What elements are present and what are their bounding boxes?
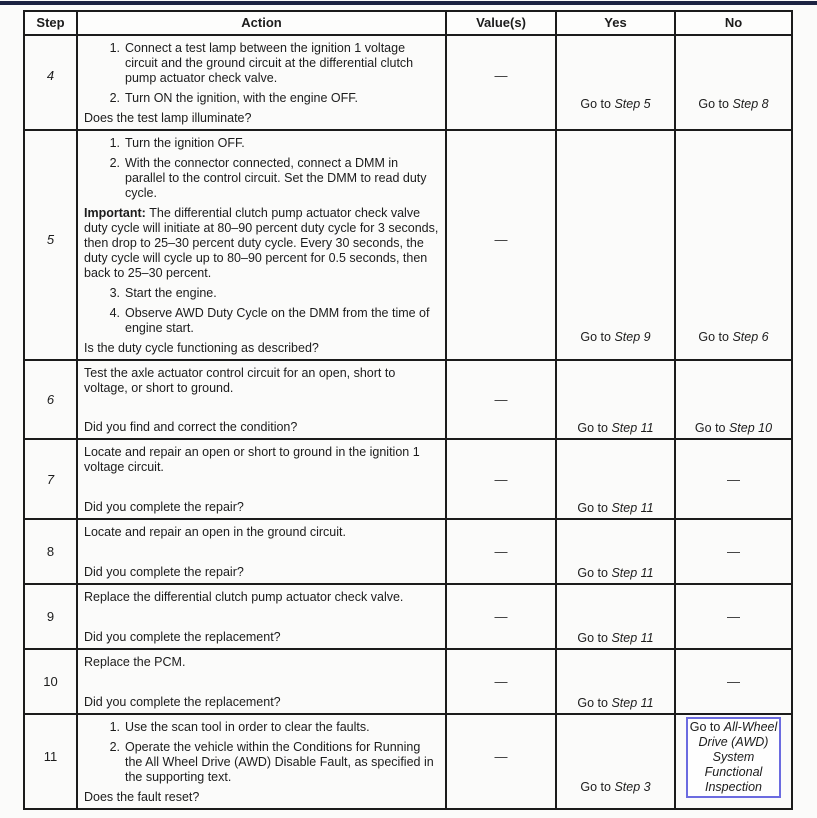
goto-target: Step 11 [611, 696, 654, 710]
table-row [24, 714, 792, 809]
action-cell [77, 35, 446, 130]
list-number: 1. [109, 720, 120, 734]
list-text: Operate the vehicle within the Conditions for Running the All Wheel Drive (AWD) Disable Fault, as specified in the supporting text. [125, 740, 434, 784]
step-number: 8 [46, 544, 55, 559]
action-text: Replace the PCM. [84, 655, 186, 669]
value-cell [446, 714, 556, 809]
link-text: Functional [704, 765, 763, 779]
step-cell [24, 130, 77, 360]
value-dash: — [494, 231, 508, 247]
list-number: 2. [109, 740, 120, 754]
header-action: Action [77, 11, 446, 35]
question-text: Is the duty cycle functioning as described? [84, 341, 319, 355]
goto-target: Step 11 [611, 501, 654, 515]
list-number: 2. [109, 156, 120, 170]
goto-step-text [580, 330, 650, 347]
goto-target: Step 10 [728, 421, 773, 435]
goto-target: Step 11 [611, 421, 654, 435]
step-number: 7 [46, 471, 55, 487]
action-paragraph [84, 366, 439, 396]
table-row [24, 35, 792, 130]
header-step: Step [24, 11, 77, 35]
yes-cell [556, 649, 675, 714]
action-list-item [84, 286, 439, 301]
goto-step-text [698, 97, 768, 114]
link-line [690, 720, 778, 735]
goto-step-text [580, 97, 650, 114]
action-cell [77, 714, 446, 809]
diagnostic-table [23, 10, 793, 810]
step-cell [24, 649, 77, 714]
action-cell [77, 360, 446, 439]
value-dash: — [494, 544, 508, 559]
goto-prefix: Go to [577, 501, 612, 515]
step-number: 9 [46, 609, 55, 624]
table-row [24, 649, 792, 714]
value-cell [446, 130, 556, 360]
goto-target: Step 3 [614, 780, 651, 794]
no-cell [675, 35, 792, 130]
goto-step-text [580, 780, 650, 797]
question-text: Did you find and correct the condition? [84, 420, 298, 434]
yes-cell [556, 360, 675, 439]
header-row [24, 11, 792, 35]
action-list-item [84, 41, 439, 86]
table-row [24, 584, 792, 649]
link-text: System [712, 750, 755, 764]
list-number: 1. [109, 136, 120, 150]
list-text: Use the scan tool in order to clear the faults. [125, 720, 370, 734]
no-cell [675, 439, 792, 519]
step-cell [24, 360, 77, 439]
no-dash: — [727, 609, 740, 624]
table-row [24, 439, 792, 519]
question-text: Did you complete the replacement? [84, 695, 281, 709]
action-paragraph [84, 445, 439, 475]
goto-step-text [698, 330, 768, 347]
action-cell [77, 519, 446, 584]
list-text: Turn the ignition OFF. [125, 136, 245, 150]
action-list-item [84, 136, 439, 151]
goto-prefix: Go to [580, 330, 615, 344]
no-cell [675, 649, 792, 714]
action-text: Replace the differential clutch pump actuator check valve. [84, 590, 404, 604]
value-dash: — [494, 674, 508, 689]
link-line [690, 780, 778, 795]
value-cell [446, 584, 556, 649]
list-number: 4. [109, 306, 120, 320]
goto-prefix: Go to [694, 421, 729, 435]
yes-cell [556, 584, 675, 649]
link-line [690, 750, 778, 765]
list-text: Observe AWD Duty Cycle on the DMM from the time of engine start. [125, 306, 430, 335]
goto-step-text [577, 566, 653, 583]
step-number: 11 [43, 748, 58, 764]
no-cell [675, 519, 792, 584]
value-cell [446, 519, 556, 584]
goto-target: Step 9 [614, 330, 651, 344]
goto-prefix: Go to [577, 421, 612, 435]
step-cell [24, 584, 77, 649]
value-dash: — [494, 392, 508, 407]
action-text: Test the axle actuator control circuit for an open, short to voltage, or short to ground. [84, 366, 396, 395]
step-number: 5 [46, 231, 55, 247]
value-cell [446, 439, 556, 519]
important-label: Important: [84, 206, 150, 220]
goto-prefix: Go to [577, 631, 612, 645]
no-dash: — [727, 544, 740, 559]
value-dash: — [494, 748, 508, 764]
goto-prefix: Go to [580, 780, 615, 794]
header-no: No [675, 11, 792, 35]
no-cell [675, 714, 792, 809]
yes-cell [556, 439, 675, 519]
table-body [24, 35, 792, 809]
value-cell [446, 360, 556, 439]
question-text: Did you complete the repair? [84, 500, 244, 514]
action-paragraph [84, 655, 439, 670]
list-number: 1. [109, 41, 120, 55]
top-rule [0, 1, 817, 5]
important-text: The differential clutch pump actuator check valve duty cycle will initiate at 80–90 percent duty cycle for 3 seconds, then drop to 25–30 percent duty cycle. Every 30 seconds, the duty cycle will cycle up to 80–90 percent for 0.5 seconds, then back to 25–30 percent. [84, 206, 439, 280]
no-cell [675, 360, 792, 439]
question-text: Did you complete the repair? [84, 565, 244, 579]
question-text: Did you complete the replacement? [84, 630, 281, 644]
yes-cell [556, 519, 675, 584]
list-number: 3. [109, 286, 120, 300]
link-text: Drive (AWD) [698, 735, 769, 749]
action-list-item [84, 306, 439, 336]
goto-target: Step 11 [611, 631, 654, 645]
link-line [690, 735, 778, 750]
step-number: 10 [43, 674, 58, 689]
no-cell [675, 130, 792, 360]
list-text: With the connector connected, connect a DMM in parallel to the control circuit. Set the DMM to read duty cycle. [125, 156, 427, 200]
goto-prefix: Go to [577, 566, 612, 580]
table-row [24, 360, 792, 439]
awd-inspection-link[interactable] [686, 717, 782, 798]
step-cell [24, 519, 77, 584]
question-text: Does the fault reset? [84, 790, 200, 804]
goto-target: Step 8 [732, 97, 769, 111]
table-row [24, 130, 792, 360]
goto-prefix: Go to [698, 330, 733, 344]
goto-prefix: Go to [698, 97, 733, 111]
value-dash: — [494, 471, 508, 487]
value-cell [446, 649, 556, 714]
value-cell [446, 35, 556, 130]
action-list-item [84, 156, 439, 201]
goto-target: Step 11 [611, 566, 654, 580]
important-note [84, 206, 439, 281]
step-number: 4 [46, 67, 55, 83]
goto-step-text [695, 421, 772, 438]
no-dash: — [727, 471, 740, 487]
table-row [24, 519, 792, 584]
goto-step-text [577, 696, 653, 713]
step-cell [24, 714, 77, 809]
action-paragraph [84, 590, 439, 605]
list-number: 2. [109, 91, 120, 105]
step-cell [24, 439, 77, 519]
no-cell [675, 584, 792, 649]
action-list-item [84, 91, 439, 106]
goto-target: Step 5 [614, 97, 651, 111]
action-cell [77, 584, 446, 649]
action-list-item [84, 740, 439, 785]
header-yes: Yes [556, 11, 675, 35]
goto-prefix: Go to [577, 696, 612, 710]
list-text: Start the engine. [125, 286, 217, 300]
goto-step-text [577, 421, 653, 438]
step-cell [24, 35, 77, 130]
value-dash: — [494, 609, 508, 624]
action-text: Locate and repair an open in the ground circuit. [84, 525, 346, 539]
action-cell [77, 130, 446, 360]
question-text: Does the test lamp illuminate? [84, 111, 252, 125]
action-paragraph [84, 525, 439, 540]
action-cell [77, 649, 446, 714]
goto-prefix: Go to [580, 97, 615, 111]
goto-prefix: Go to [689, 720, 724, 734]
action-cell [77, 439, 446, 519]
goto-step-text [577, 501, 653, 518]
header-values: Value(s) [446, 11, 556, 35]
list-text: Connect a test lamp between the ignition 1 voltage circuit and the ground circuit at the differential clutch pump actuator check valve. [125, 41, 414, 85]
yes-cell [556, 130, 675, 360]
action-list-item [84, 720, 439, 735]
goto-step-text [577, 631, 653, 648]
goto-target: Step 6 [732, 330, 769, 344]
yes-cell [556, 714, 675, 809]
link-text: All-Wheel [723, 720, 778, 734]
action-text: Locate and repair an open or short to ground in the ignition 1 voltage circuit. [84, 445, 420, 474]
yes-cell [556, 35, 675, 130]
no-dash: — [727, 674, 740, 689]
step-number: 6 [46, 392, 55, 407]
value-dash: — [494, 67, 508, 83]
link-text: Inspection [705, 780, 762, 794]
list-text: Turn ON the ignition, with the engine OFF. [125, 91, 358, 105]
link-line [690, 765, 778, 780]
